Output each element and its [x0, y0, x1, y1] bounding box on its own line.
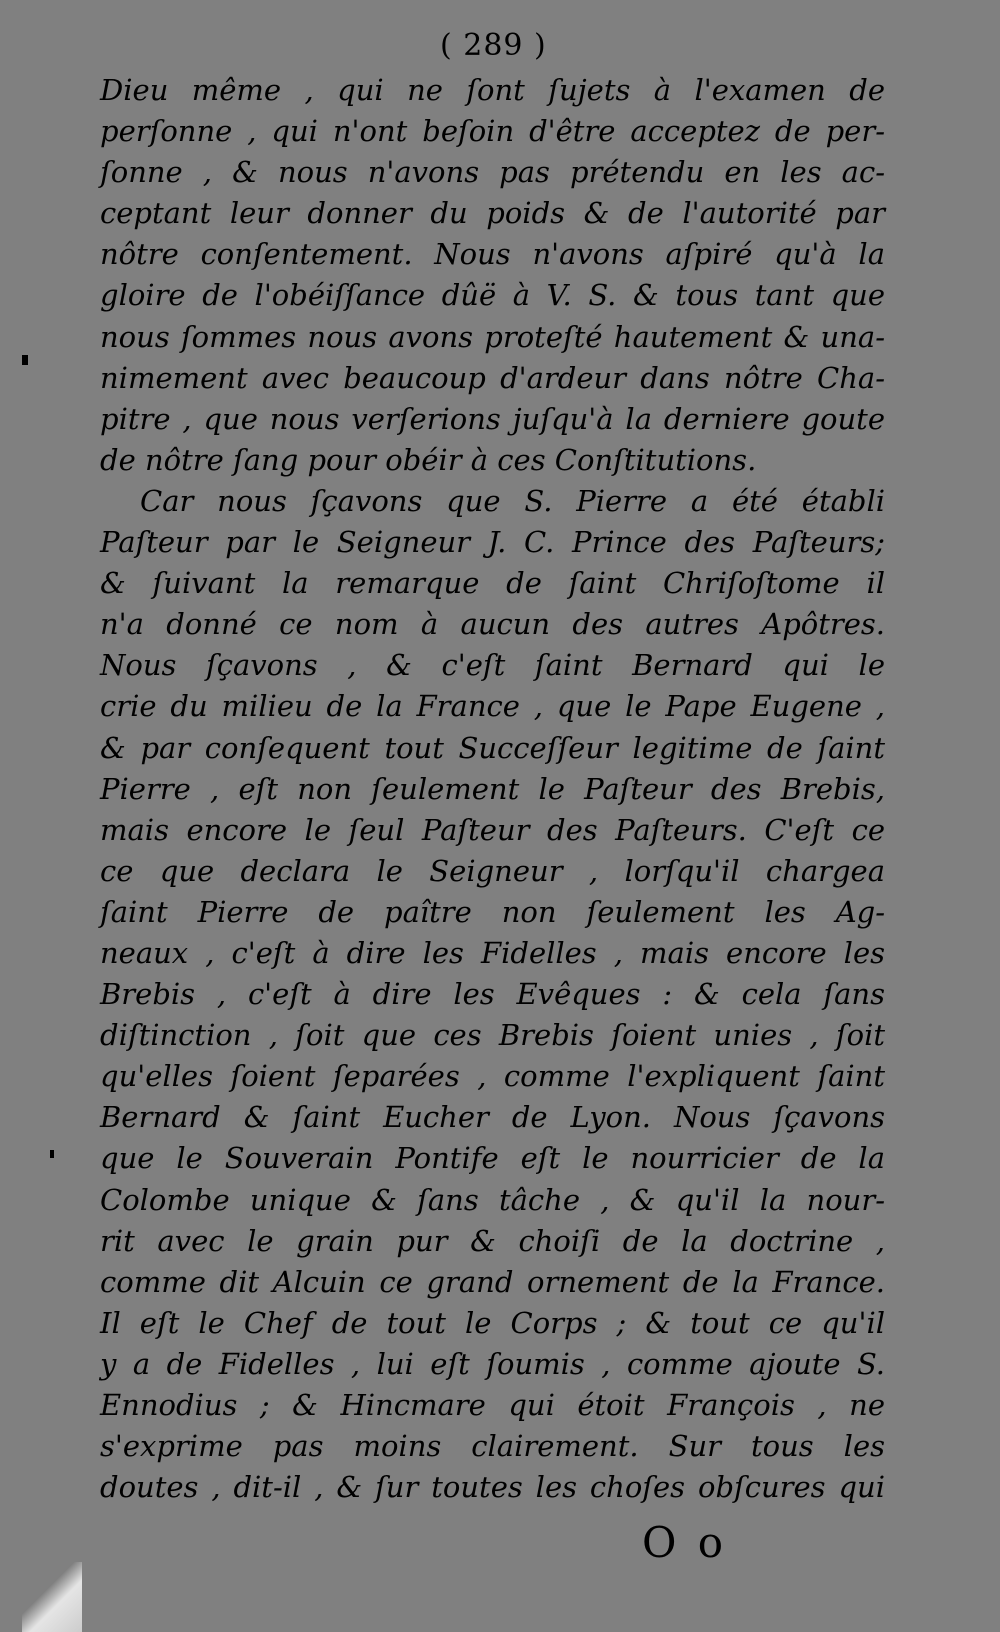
text-line: que le Souverain Pontife eſt le nourricier de la — [100, 1141, 885, 1176]
text-line: rit avec le grain pur & choiſi de la doctrine , — [100, 1223, 885, 1258]
text-line: ſaint Pierre de paître non ſeulement les Ag- — [100, 894, 885, 929]
text-line: Bernard & ſaint Eucher de Lyon. Nous ſçavons — [100, 1100, 885, 1135]
margin-mark — [22, 355, 28, 365]
text-line: comme dit Alcuin ce grand ornement de la France. — [100, 1264, 885, 1299]
text-line: ce que declara le Seigneur , lorſqu'il chargea — [100, 853, 885, 888]
text-line: Pierre , eſt non ſeulement le Paſteur des Brebis, — [100, 771, 885, 806]
text-line: n'a donné ce nom à aucun des autres Apôtres. — [100, 607, 885, 642]
corner-smudge — [22, 1562, 82, 1632]
text-line: Colombe unique & ſans tâche , & qu'il la nour- — [100, 1182, 885, 1217]
text-line: crie du milieu de la France , que le Pape Eugene , — [100, 689, 885, 724]
text-line: y a de Fidelles , lui eſt ſoumis , comme ajoute S. — [100, 1346, 885, 1381]
text-line: Nous ſçavons , & c'eſt ſaint Bernard qui le — [100, 648, 885, 683]
body-text — [100, 70, 885, 1508]
text-line: de nôtre ſang pour obéir à ces Conſtitutions. — [100, 442, 757, 477]
text-line: & ſuivant la remarque de ſaint Chriſoſtome il — [100, 566, 885, 601]
text-line: nimement avec beaucoup d'ardeur dans nôtre Cha- — [100, 360, 885, 395]
text-line: pitre , que nous verſerions juſqu'à la derniere goute — [100, 401, 885, 436]
text-line: perſonne , qui n'ont beſoin d'être acceptez de per- — [100, 114, 885, 149]
text-line: Brebis , c'eſt à dire les Evêques : & cela ſans — [100, 977, 885, 1012]
signature-mark: O o — [642, 1518, 728, 1567]
text-line: s'exprime pas moins clairement. Sur tous les — [100, 1429, 885, 1464]
text-line: doutes , dit-il , & ſur toutes les choſes obſcures qui — [100, 1470, 885, 1505]
text-line: Il eſt le Chef de tout le Corps ; & tout ce qu'il — [100, 1305, 885, 1340]
text-line: ſonne , & nous n'avons pas prétendu en les ac- — [100, 155, 885, 190]
text-line: qu'elles ſoient ſeparées , comme l'expliquent ſaint — [100, 1059, 885, 1094]
text-line: Car nous ſçavons que S. Pierre a été établi — [140, 483, 885, 518]
text-line: nôtre conſentement. Nous n'avons aſpiré qu'à la — [100, 237, 885, 272]
text-line: & par conſequent tout Succeſſeur legitime de ſaint — [100, 730, 885, 765]
text-line: gloire de l'obéiſſance dûë à V. S. & tous tant que — [100, 278, 885, 313]
text-line: neaux , c'eſt à dire les Fidelles , mais encore les — [100, 935, 885, 970]
text-line: Dieu même , qui ne ſont ſujets à l'examen de — [100, 73, 885, 107]
text-line: nous ſommes nous avons proteſté hautement & una- — [100, 319, 885, 354]
text-line: diſtinction , ſoit que ces Brebis ſoient unies , ſoit — [100, 1018, 885, 1053]
margin-mark — [50, 1150, 54, 1158]
text-line: mais encore le ſeul Paſteur des Paſteurs. C'eſt ce — [100, 812, 885, 847]
text-line: ceptant leur donner du poids & de l'autorité par — [100, 196, 885, 231]
page-number: ( 289 ) — [440, 28, 547, 63]
text-line: Paſteur par le Seigneur J. C. Prince des Paſteurs; — [100, 525, 885, 560]
text-line: Ennodius ; & Hincmare qui étoit François , ne — [100, 1388, 885, 1422]
